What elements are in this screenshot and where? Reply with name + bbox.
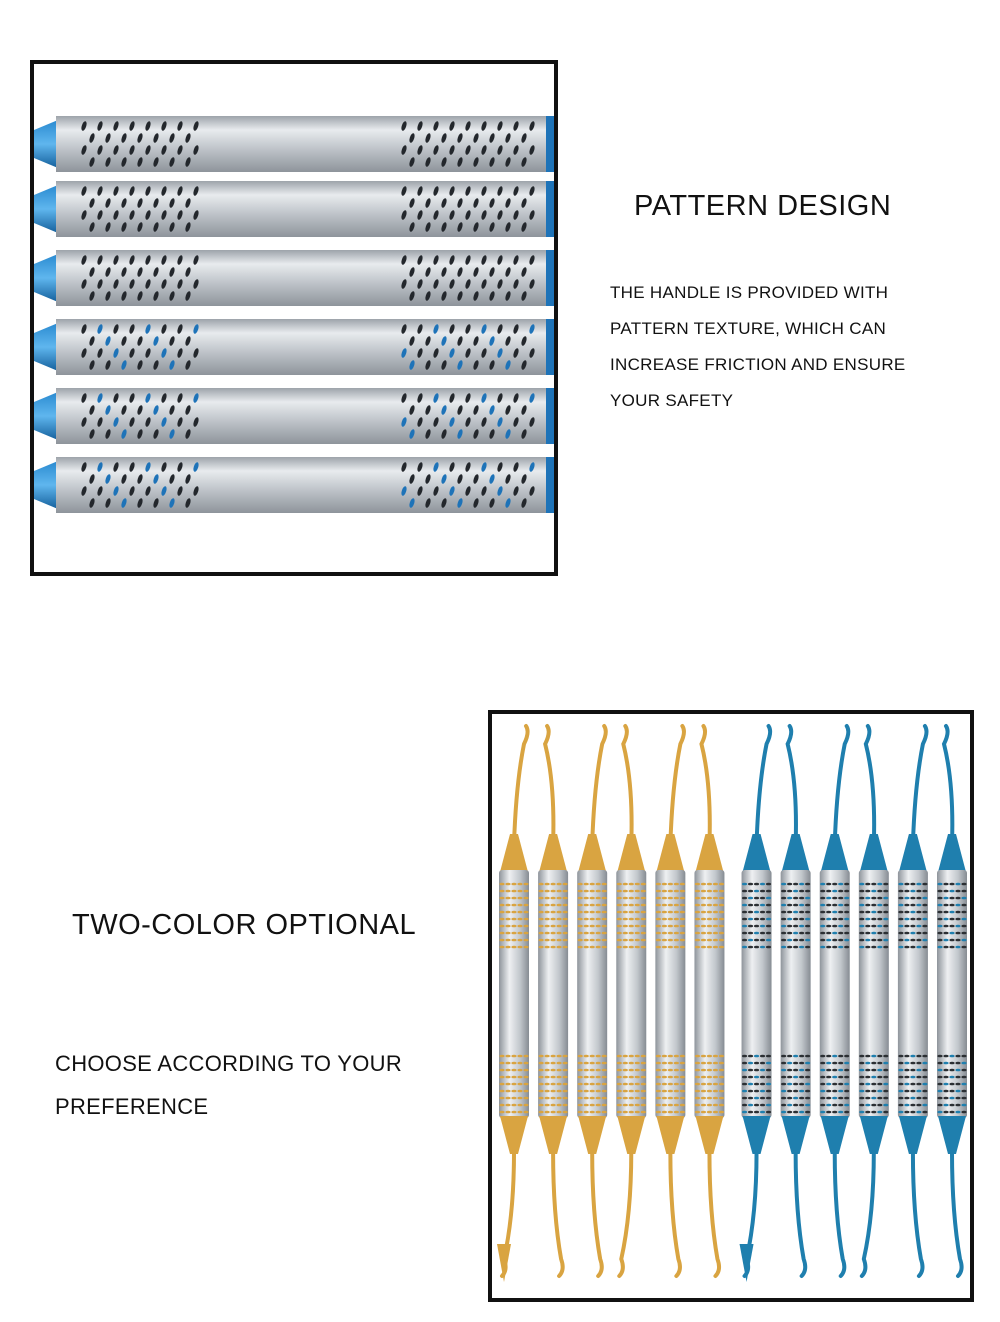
blue-instrument (781, 726, 811, 1276)
gold-instrument (694, 726, 724, 1276)
description-line: PATTERN TEXTURE, WHICH CAN (610, 319, 887, 338)
description-line: INCREASE FRICTION AND ENSURE (610, 355, 906, 374)
blue-instrument (820, 726, 850, 1276)
blue-instrument (859, 726, 889, 1276)
gold-instrument (538, 726, 568, 1276)
two-color-description (55, 1042, 402, 1128)
handle (34, 388, 554, 444)
gold-instrument (655, 726, 685, 1276)
handle-closeup-image (30, 60, 558, 576)
blue-instrument (740, 726, 772, 1282)
two-color-heading: TWO-COLOR OPTIONAL (72, 909, 417, 941)
blue-instrument (937, 726, 967, 1276)
gold-instrument (577, 726, 607, 1276)
handle (34, 116, 554, 172)
description-line: YOUR SAFETY (610, 391, 734, 410)
handle-closeup-illustration (34, 64, 554, 572)
pattern-design-heading: PATTERN DESIGN (634, 190, 892, 222)
description-line: THE HANDLE IS PROVIDED WITH (610, 283, 889, 302)
pattern-design-description (610, 275, 906, 419)
description-line: CHOOSE ACCORDING TO YOUR (55, 1051, 403, 1076)
gold-instrument (497, 726, 529, 1282)
instrument-set-image (488, 710, 974, 1302)
instrument-set-illustration (492, 714, 970, 1298)
handle (34, 457, 554, 513)
description-line: PREFERENCE (55, 1094, 209, 1119)
handle (34, 250, 554, 306)
gold-instrument (616, 726, 646, 1276)
handle (34, 181, 554, 237)
blue-instrument (898, 726, 928, 1276)
handle (34, 319, 554, 375)
